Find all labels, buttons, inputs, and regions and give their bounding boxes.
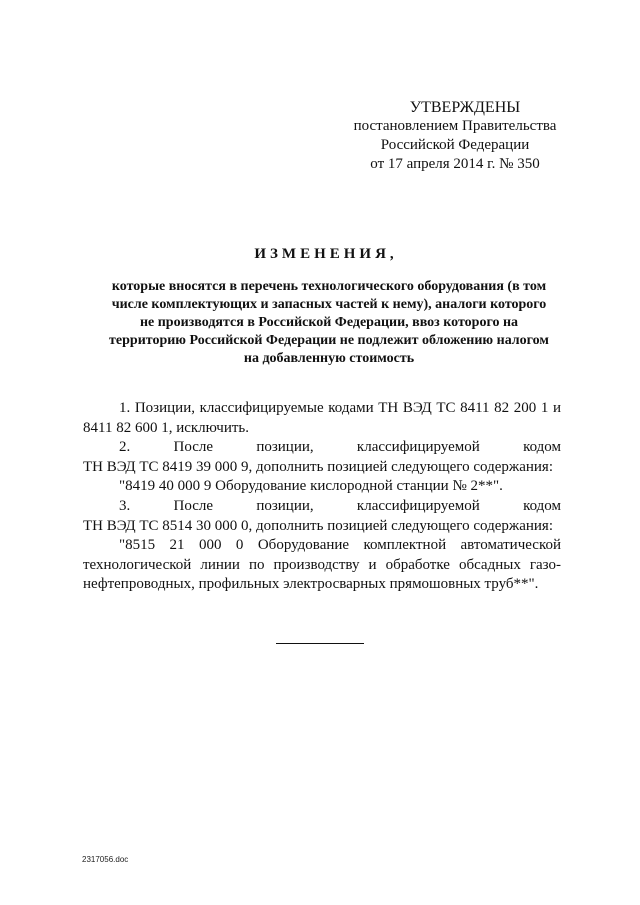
- document-title: ИЗМЕНЕНИЯ,: [254, 246, 398, 262]
- document-body: [83, 399, 561, 595]
- subtitle-line: территорию Российской Федерации не подлежит обложению налогом: [109, 333, 549, 348]
- approval-heading: УТВЕРЖДЕНЫ: [409, 99, 521, 116]
- item-3-quote-line-3: нефтепроводных, профильных электросварных прямошовных труб**".: [83, 576, 539, 593]
- subtitle-line: числе комплектующих и запасных частей к нему), аналоги которого: [111, 297, 547, 312]
- item-3-line-2: ТН ВЭД ТС 8514 30 000 0, дополнить позицией следующего содержания:: [83, 517, 553, 534]
- approval-block: [330, 98, 580, 174]
- item-1-line-1: 1. Позиции, классифицируемые кодами ТН ВЭД ТС 8411 82 200 1 и: [119, 400, 561, 416]
- item-2-line-2: ТН ВЭД ТС 8419 39 000 9, дополнить позицией следующего содержания:: [83, 458, 553, 475]
- document-subtitle: [84, 278, 574, 368]
- item-3-quote-line-1: "8515 21 000 0 Оборудование комплектной автоматической: [119, 537, 561, 554]
- item-1-line-2: 8411 82 600 1, исключить.: [83, 419, 250, 436]
- approval-line-3: от 17 апреля 2014 г. № 350: [370, 156, 540, 172]
- approval-line-2: Российской Федерации: [380, 137, 530, 153]
- item-3-quote-line-2: технологической линии по производству и обработке обсадных газо-: [83, 556, 561, 573]
- item-2-line-1: 2. После позиции, классифицируемой кодом: [119, 439, 561, 456]
- document-file-id: 2317056.doc: [82, 855, 129, 864]
- subtitle-line: на добавленную стоимость: [243, 351, 415, 366]
- item-3-line-1: 3. После позиции, классифицируемой кодом: [119, 497, 561, 514]
- subtitle-line: не производятся в Российской Федерации, ввоз которого на: [139, 315, 519, 330]
- section-divider: [276, 643, 364, 644]
- item-2-quote: "8419 40 000 9 Оборудование кислородной станции № 2**".: [119, 478, 503, 495]
- subtitle-line: которые вносятся в перечень технологического оборудования (в том: [111, 279, 547, 294]
- approval-line-1: постановлением Правительства: [353, 118, 557, 134]
